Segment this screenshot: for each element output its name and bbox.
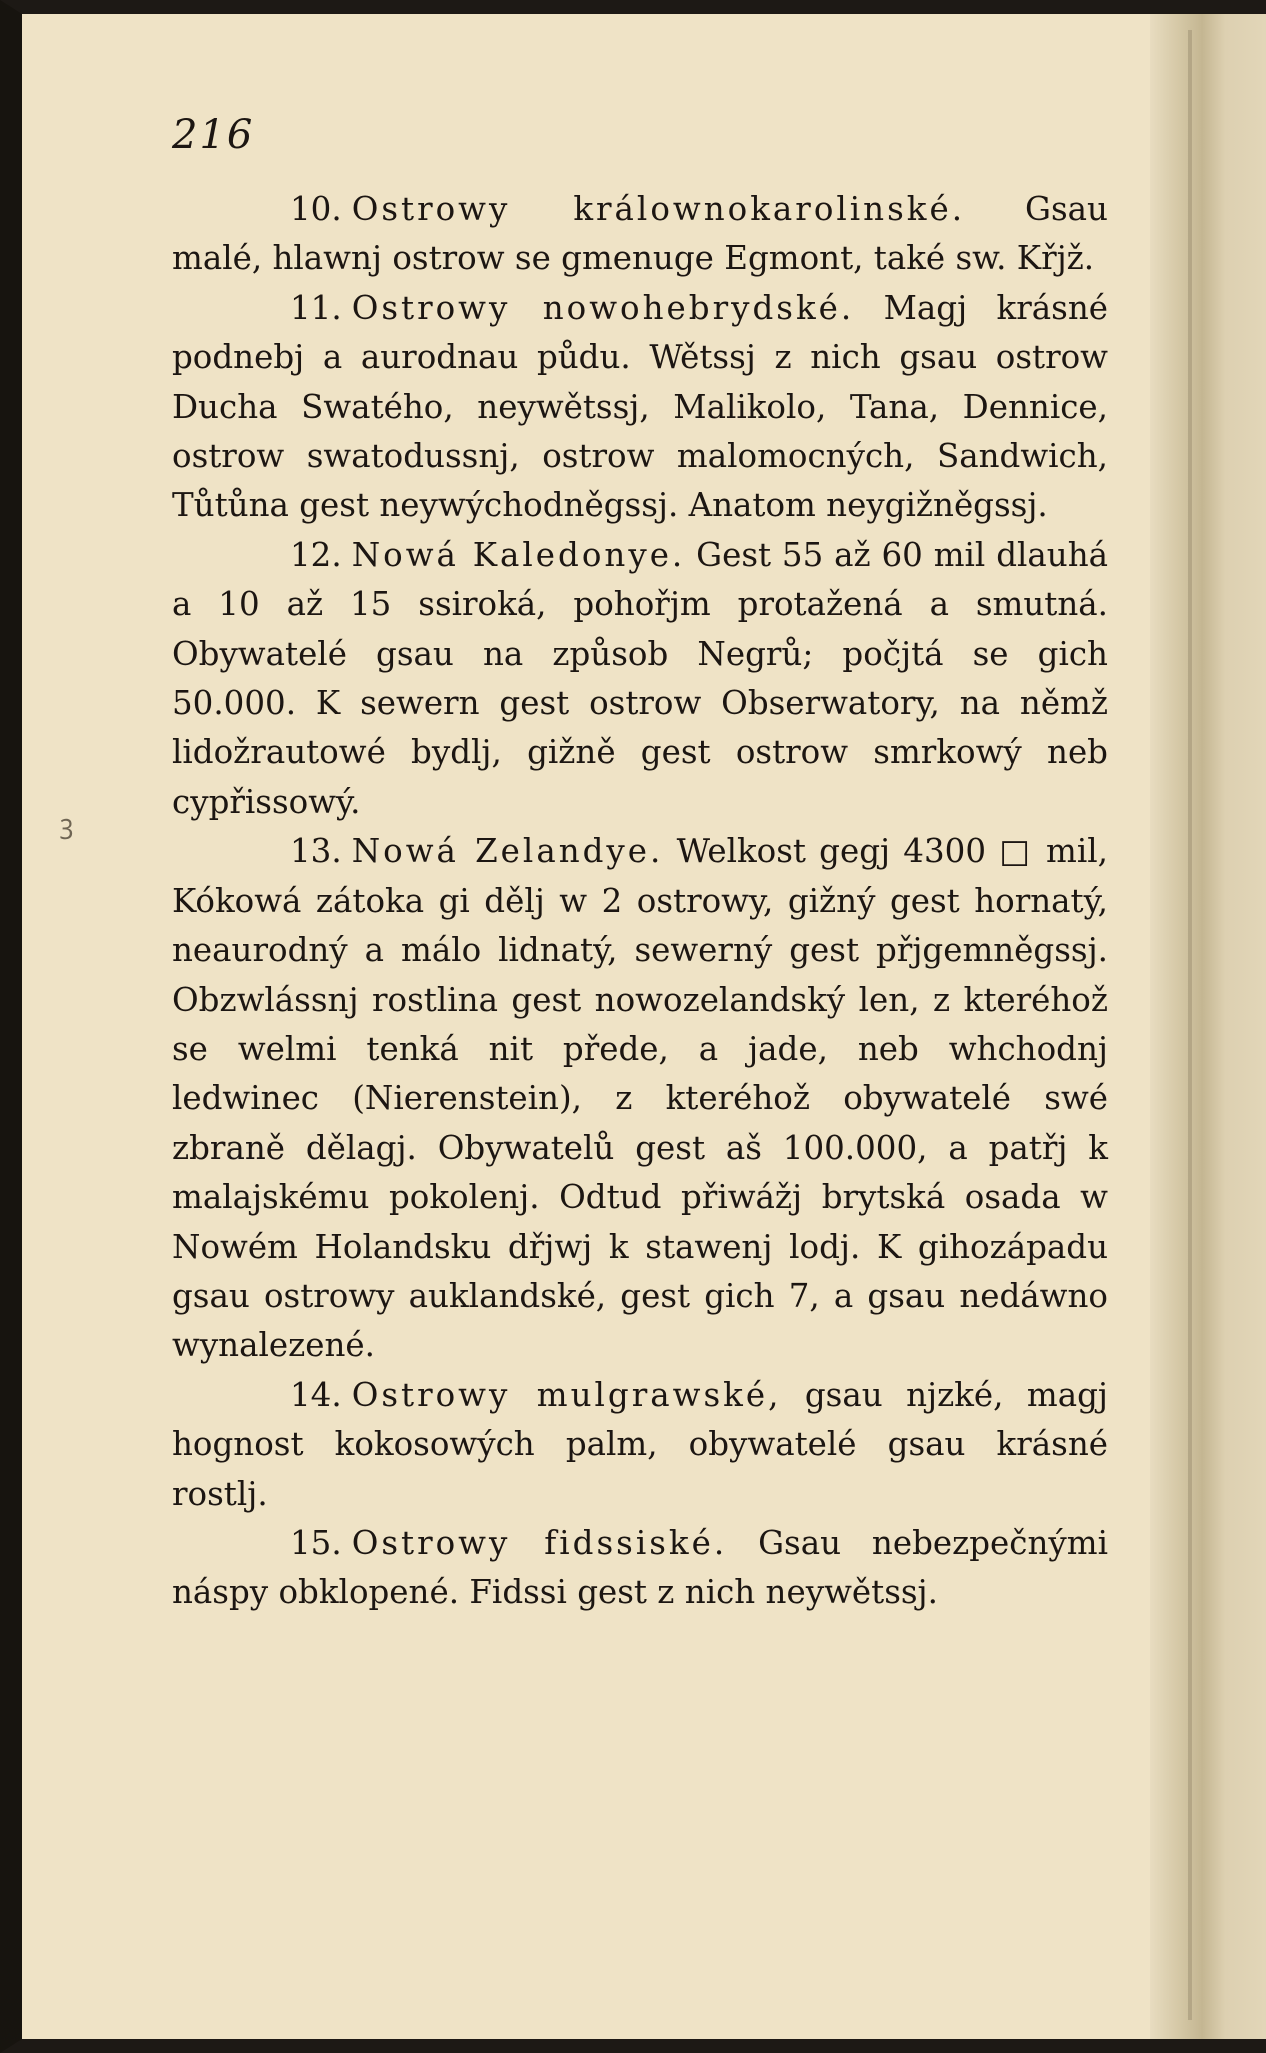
section-title: Nowá Kaledonye. [351, 535, 686, 574]
section-text: Welkost gegj 4300 □ mil, Kókowá zátoka gi dělj w 2 ostrowy, gižný gest hornatý, neaurodný a málo lidnatý, sewerný gest přjgemněgssj. Obzwlássnj rostlina gest nowozelandský len, z kteréhož se welmi tenká nit přede, a jade, neb whchodnj ledwinec (Nierenstein), z kteréhož obywatelé swé zbraně dělagj. Obywatelů gest aš 100.000, a patřj k malajskému pokolenj. Odtud přiwážj brytská osada w Nowém Holandsku dřjwj k stawenj lodj. K gihozápadu gsau ostrowy auklandské, gest gich 7, a gsau nedáwno wynalezené. [172, 832, 1108, 1365]
page-number: 216 [172, 112, 255, 158]
section-10 [172, 185, 1108, 284]
section-title: Nowá Zelandye. [351, 832, 664, 871]
margin-annotation: ꝫ [60, 810, 74, 840]
section-number: 12. [290, 535, 342, 574]
section-title: Ostrowy mulgrawské, [351, 1375, 782, 1414]
section-title: Ostrowy nowohebrydské. [351, 288, 855, 327]
section-number: 10. [290, 190, 342, 228]
section-title: Ostrowy králownokarolinské. [351, 190, 966, 228]
section-number: 15. [290, 1523, 342, 1562]
section-text: Gsau nebezpečnými náspy obklopené. Fidssi gest z nich neywětssj. [172, 1523, 1108, 1612]
section-text: Gest 55 až 60 mil dlauhá a 10 až 15 ssiroká, pohořjm protažená a smutná. Obywatelé gsau na způsob Negrů; počjtá se gich 50.000. K sewern gest ostrow Obserwatory, na němž lidožrautowé bydlj, gižně gest ostrow smrkowý neb cypřissowý. [172, 535, 1109, 821]
section-number: 11. [290, 288, 342, 327]
section-number: 13. [290, 832, 342, 871]
section-11 [172, 284, 1108, 531]
section-text: gsau njzké, magj hognost kokosowých palm, obywatelé gsau krásné rostlj. [172, 1375, 1108, 1513]
section-number: 14. [290, 1375, 342, 1414]
section-text: Gsau malé, hlawnj ostrow se gmenuge Egmont, také sw. Křjž. [172, 190, 1108, 278]
page-body [172, 185, 1108, 1618]
section-text: Magj krásné podnebj a aurodnau půdu. Wětssj z nich gsau ostrow Ducha Swatého, neywětssj, Malikolo, Tana, Dennice, ostrow swatodussnj, ostrow malomocných, Sandwich, Tůtůna gest neywýchodněgssj. Anatom neygižněgssj. [172, 288, 1108, 525]
page-gutter-shadow [1150, 0, 1266, 2053]
section-title: Ostrowy fidssiské. [351, 1523, 728, 1562]
section-15 [172, 1519, 1108, 1618]
section-12 [172, 531, 1108, 827]
section-14 [172, 1371, 1108, 1519]
section-13 [172, 827, 1108, 1370]
gutter-fold-line [1188, 30, 1192, 2020]
